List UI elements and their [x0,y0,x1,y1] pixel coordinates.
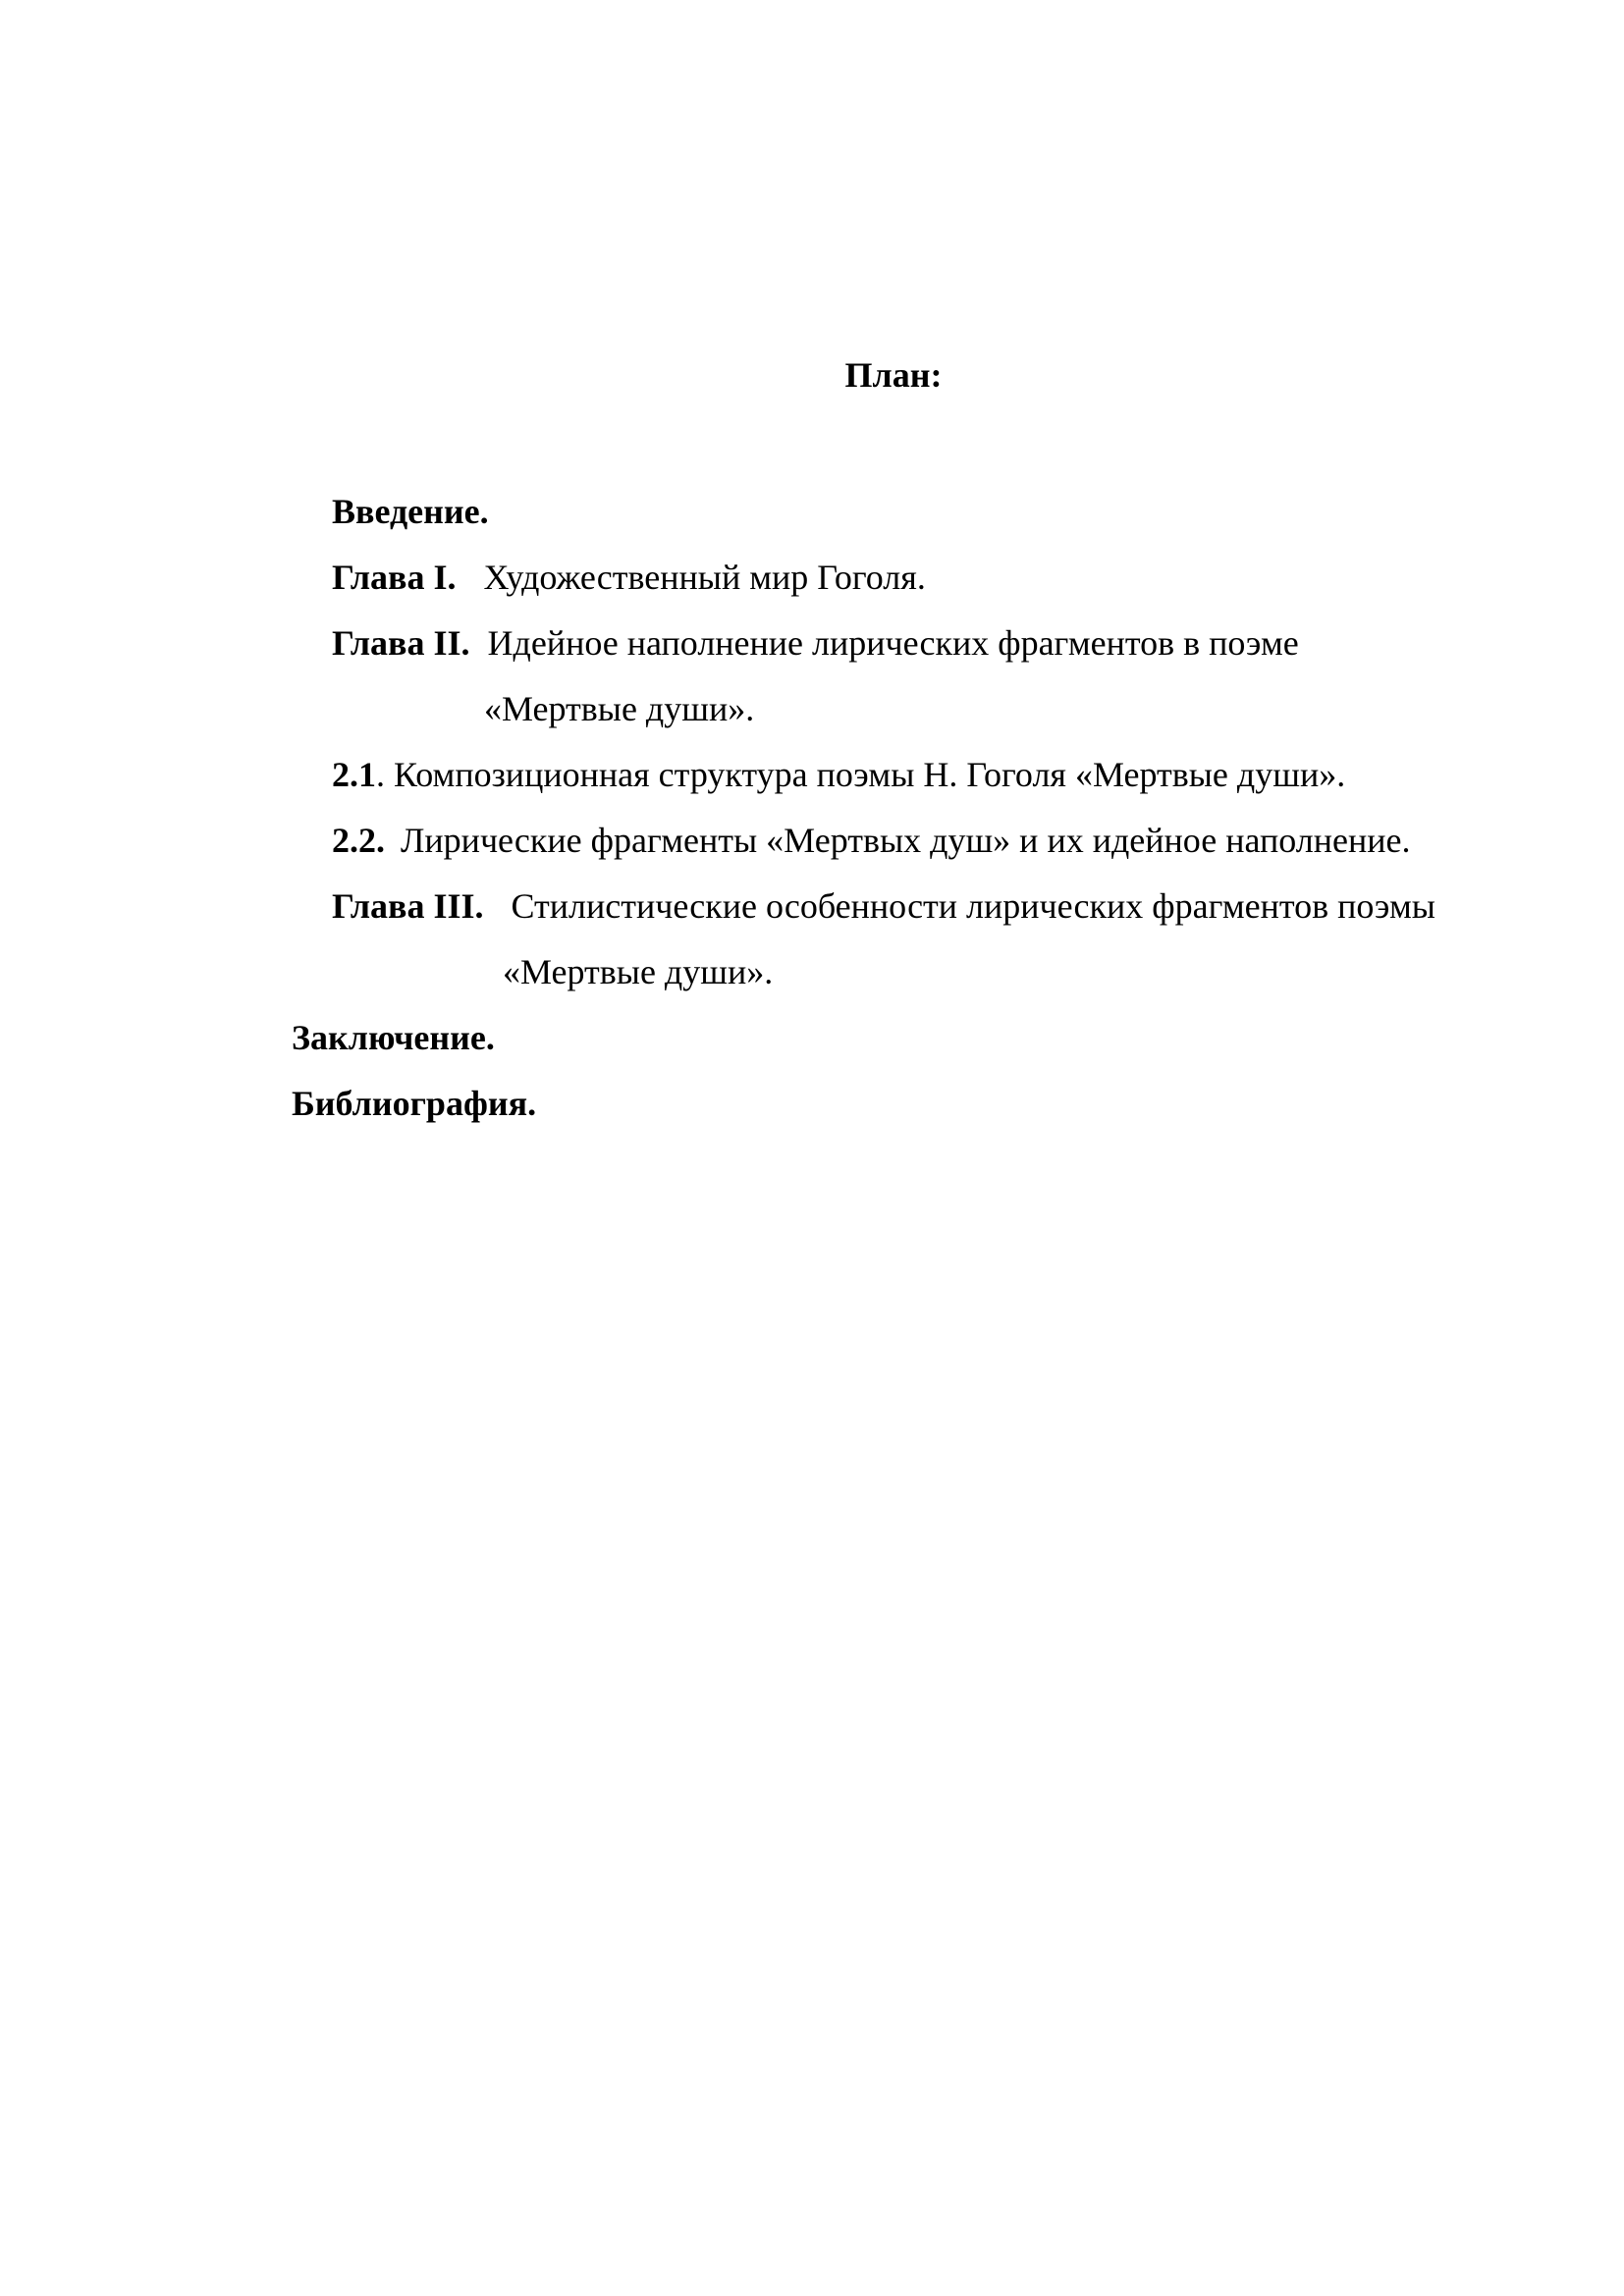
toc-section-2-1-title: . Композиционная структура поэмы Н. Гоголя «Мертвые души». [376,755,1346,794]
toc-chapter-2-continuation [484,685,754,732]
toc-chapter-2 [332,619,1299,667]
toc-section-2-2-label: 2.2. [332,821,385,860]
toc-conclusion [292,1014,495,1061]
toc-section-2-1 [332,751,1345,798]
toc-chapter-3-title: Стилистические особенности лирических фрагментов поэмы [511,886,1435,926]
toc-chapter-1 [332,554,926,601]
toc-bibliography [292,1080,536,1127]
toc-conclusion-label: Заключение. [292,1018,495,1057]
toc-introduction [332,488,489,535]
toc-chapter-1-title: Художественный мир Гоголя. [483,558,926,597]
toc-chapter-3-label: Глава III. [332,886,484,926]
toc-bibliography-label: Библиография. [292,1084,537,1123]
toc-section-2-2 [332,817,1411,864]
toc-chapter-2-title: Идейное наполнение лирических фрагментов в поэме [487,623,1299,663]
toc-chapter-3-title-cont: «Мертвые души». [503,952,774,991]
toc-chapter-3-continuation [503,948,773,995]
toc-chapter-2-label: Глава II. [332,623,470,663]
toc-chapter-3 [332,882,1435,930]
toc-chapter-1-label: Глава I. [332,558,457,597]
toc-section-2-2-title: Лирические фрагменты «Мертвых душ» и их идейное наполнение. [401,821,1411,860]
toc-chapter-2-title-cont: «Мертвые души». [484,689,755,728]
toc-section-2-1-label: 2.1 [332,755,376,794]
document-title: План: [844,355,943,395]
toc-introduction-label: Введение. [332,492,489,531]
